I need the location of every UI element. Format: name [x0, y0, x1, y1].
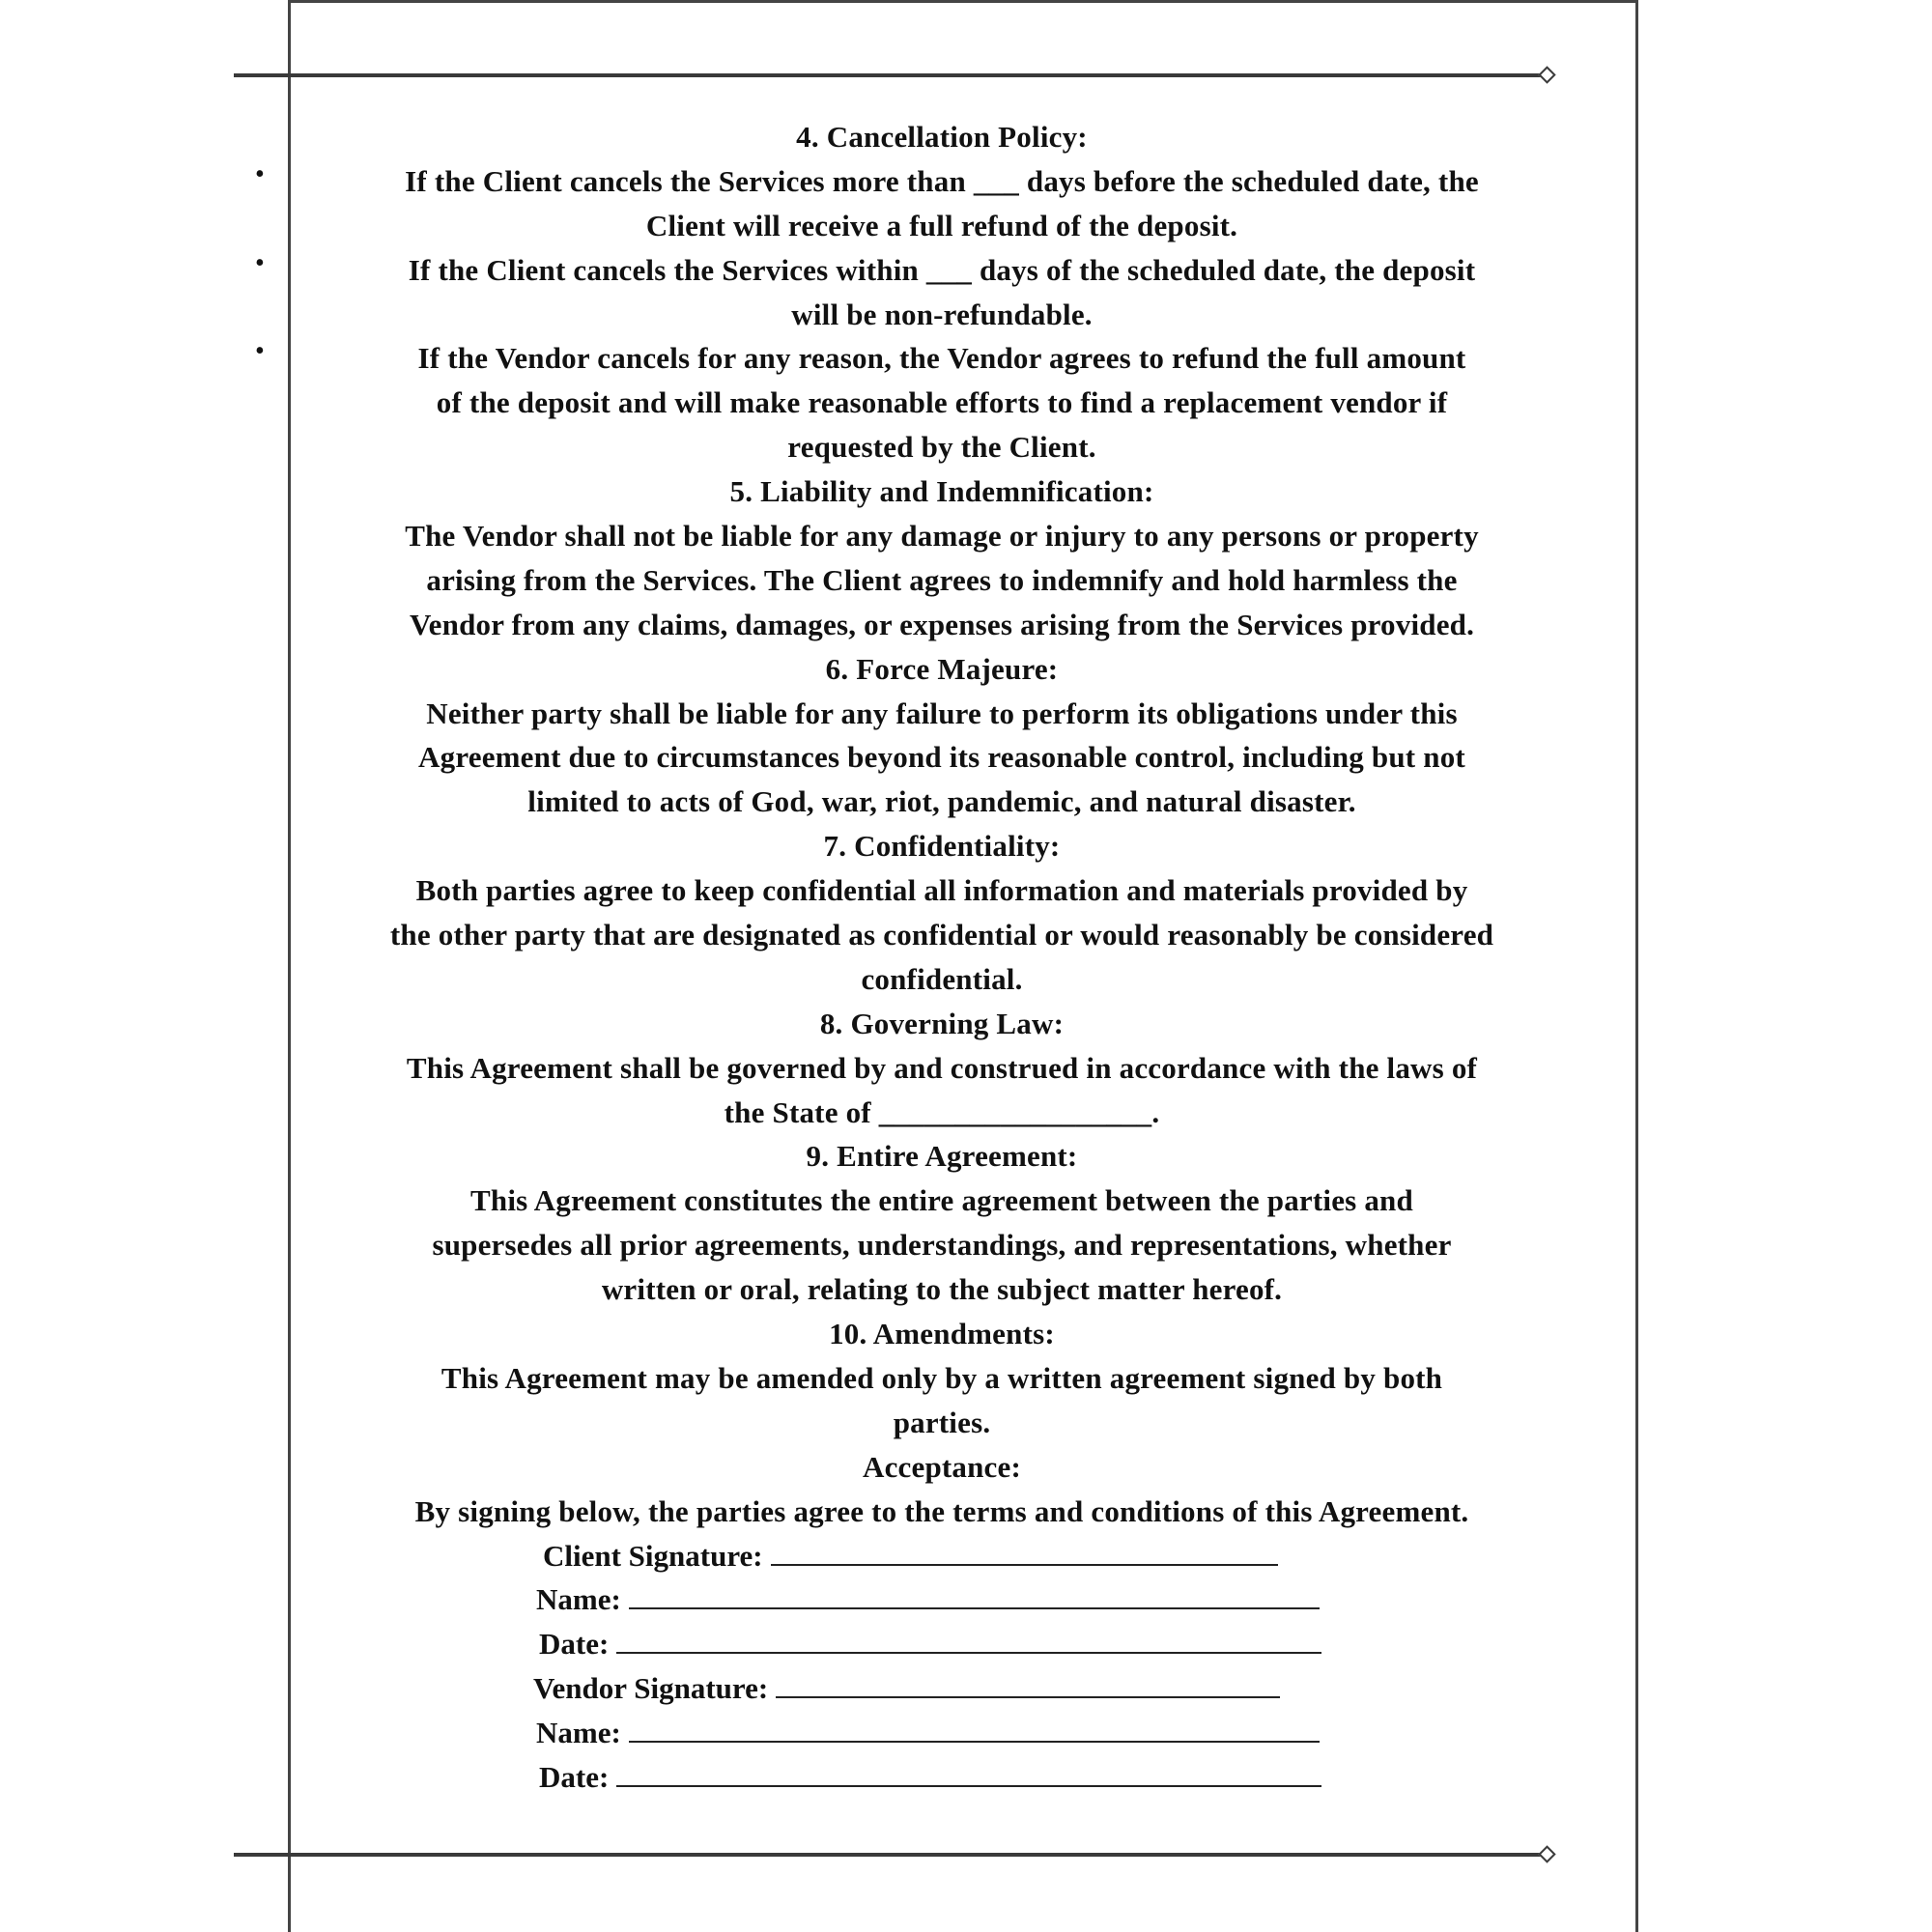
bullet-item	[242, 248, 1642, 337]
section-heading-entire-agreement: 9. Entire Agreement:	[806, 1139, 1078, 1174]
text-line: Vendor from any claims, damages, or expenses arising from the Services provided.	[409, 607, 1475, 641]
text-line: confidential.	[861, 961, 1023, 996]
section-heading-confidentiality: 7. Confidentiality:	[823, 829, 1061, 864]
bullet-item	[242, 336, 1642, 469]
text-line: If the Vendor cancels for any reason, the Vendor agrees to refund the full amount	[417, 341, 1466, 376]
section-heading-acceptance: Acceptance:	[862, 1449, 1021, 1484]
signature-line[interactable]	[771, 1535, 1278, 1566]
text-line: This Agreement constitutes the entire agreement between the parties and	[470, 1183, 1413, 1218]
signature-line[interactable]	[776, 1667, 1280, 1698]
field-label: Vendor Signature:	[533, 1671, 769, 1706]
field-label: Date:	[539, 1627, 610, 1662]
bullet-item	[242, 159, 1642, 248]
text-line: If the Client cancels the Services more than ___ days before the scheduled date, the	[405, 163, 1479, 198]
text-line: limited to acts of God, war, riot, pandemic, and natural disaster.	[527, 784, 1356, 819]
text-line: requested by the Client.	[787, 430, 1096, 465]
date-line[interactable]	[616, 1623, 1321, 1654]
bullet-icon: •	[255, 336, 265, 367]
client-name-field[interactable]	[242, 1577, 1642, 1622]
top-divider	[234, 73, 1546, 77]
vendor-name-field[interactable]	[242, 1711, 1642, 1755]
agreement-body	[242, 115, 1642, 1800]
text-line: Agreement due to circumstances beyond its reasonable control, including but not	[418, 740, 1465, 775]
section-heading-governing-law: 8. Governing Law:	[819, 1006, 1065, 1040]
text-line: arising from the Services. The Client agrees to indemnify and hold harmless the	[426, 562, 1458, 597]
bullet-icon: •	[255, 247, 265, 278]
field-label: Date:	[539, 1759, 610, 1794]
text-line: This Agreement may be amended only by a written agreement signed by both	[440, 1360, 1443, 1395]
field-label: Name:	[536, 1582, 621, 1617]
section-heading-amendments: 10. Amendments:	[829, 1317, 1055, 1351]
bottom-divider	[234, 1853, 1546, 1857]
name-line[interactable]	[629, 1712, 1320, 1743]
name-line[interactable]	[629, 1578, 1320, 1609]
text-line: will be non-refundable.	[791, 297, 1093, 331]
vendor-date-field[interactable]	[242, 1755, 1642, 1800]
text-line: Neither party shall be liable for any failure to perform its obligations under this	[426, 696, 1458, 730]
text-line: If the Client cancels the Services within ___ days of the scheduled date, the deposit	[408, 252, 1476, 287]
date-line[interactable]	[616, 1756, 1321, 1787]
section-heading-cancellation: 4. Cancellation Policy:	[796, 120, 1088, 154]
bullet-icon: •	[255, 158, 265, 189]
text-line: supersedes all prior agreements, understandings, and representations, whether	[432, 1228, 1452, 1263]
section-heading-force-majeure: 6. Force Majeure:	[825, 651, 1059, 686]
text-line: the other party that are designated as confidential or would reasonably be considered	[389, 918, 1494, 952]
text-line: Both parties agree to keep confidential all information and materials provided by	[415, 873, 1468, 908]
text-line: of the deposit and will make reasonable efforts to find a replacement vendor if	[436, 385, 1448, 420]
text-line: Client will receive a full refund of the deposit.	[645, 208, 1238, 242]
text-line: parties.	[893, 1405, 991, 1439]
field-label: Client Signature:	[543, 1538, 763, 1573]
vendor-signature-field[interactable]	[242, 1666, 1642, 1711]
client-signature-field[interactable]	[242, 1534, 1642, 1578]
text-line: written or oral, relating to the subject matter hereof.	[601, 1272, 1283, 1307]
text-line: the State of __________________.	[724, 1094, 1160, 1129]
section-heading-liability: 5. Liability and Indemnification:	[729, 474, 1154, 509]
text-line: By signing below, the parties agree to the terms and conditions of this Agreement.	[414, 1493, 1469, 1528]
text-line: The Vendor shall not be liable for any damage or injury to any persons or property	[405, 519, 1479, 554]
field-label: Name:	[536, 1716, 621, 1750]
client-date-field[interactable]	[242, 1622, 1642, 1666]
text-line: This Agreement shall be governed by and construed in accordance with the laws of	[406, 1050, 1478, 1085]
